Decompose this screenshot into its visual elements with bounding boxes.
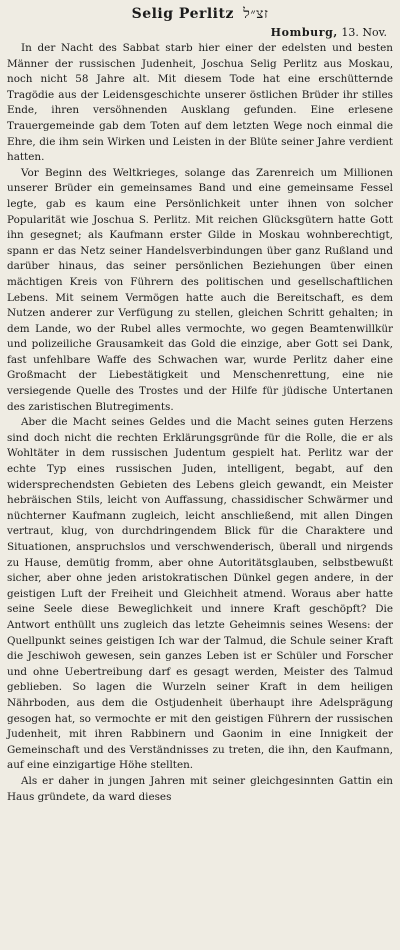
paragraph-4: Als er daher in jungen Jahren mit seiner gleichgesinnten Gattin ein Haus gründete, da ward dieses	[7, 774, 393, 803]
article-title: Selig Perlitz	[131, 6, 234, 22]
dateline-place: Homburg,	[270, 26, 338, 39]
dateline	[7, 25, 387, 40]
dateline-date: 13. Nov.	[341, 26, 387, 39]
paragraph-2: Vor Beginn des Weltkrieges, solange das Zarenreich um Millionen unserer Brüder ein gemeinsames Band und eine gemeinsame Fessel legte, gab es kaum eine Persönlichkeit unter ihnen von solcher Popularität wie Joschua S. Perlitz. Mit reichen Glücksgütern hatte Gott ihn gesegnet; als Kaufmann erster Gilde in Moskau wohnberechtigt, spann er das Netz seiner Handelsverbindungen über ganz Rußland und darüber hinaus, das seiner persönlichen Beziehungen über einen mächtigen Kreis von Führern des politischen und gesellschaftlichen Lebens. Mit seinem Vermögen hatte auch die Bereitschaft, es dem Nutzen anderer zur Verfügung zu stellen, gleichen Schritt gehalten; in dem Lande, wo der Rubel alles vermochte, wo gegen Beamtenwillkür und polizeiliche Grausamkeit das Gold die einzige, aber Gott sei Dank, fast unfehlbare Waffe des Schwachen war, wurde Perlitz daher eine Großmacht der Liebestätigkeit und Menschenrettung, eine nie versiegende Quelle des Trostes und der Hilfe für jüdische Untertanen des zaristischen Blutregiments.	[7, 166, 393, 413]
article-headline	[7, 5, 393, 23]
hebrew-honorific: זצ״ל	[243, 6, 269, 22]
paragraph-3: Aber die Macht seines Geldes und die Macht seines guten Herzens sind doch nicht die rechten Erklärungsgründe für die Rolle, die er als Wohltäter in dem russischen Judentum gespielt hat. Perlitz war der echte Typ eines russischen Juden, intelligent, begabt, auf den widersprechendsten Gebieten des Lebens gleich gewandt, ein Meister hebräischen Stils, leicht von Auffassung, chassidischer Schwärmer und nüchterner Kaufmann zugleich, leicht anschließend, mit allen Dingen vertraut, klug, von durchdringendem Blick für die Charaktere und Situationen, anspruchslos und verschwenderisch, überall und nirgends zu Hause, demütig fromm, aber ohne Autoritätsglauben, selbstbewußt sicher, aber ohne jeden aristokratischen Dünkel gegen andere, in der geistigen Luft der Freiheit und Gleichheit atmend. Woraus aber hatte seine Seele diese Beweglichkeit und innere Kraft geschöpft? Die Antwort enthüllt uns zugleich das letzte Geheimnis seines Wesens: der Quellpunkt seines geistigen Ich war der Talmud, die Schule seiner Kraft die Jeschiwoh gewesen, sein ganzes Leben ist er Schüler und Forscher und ohne Uebertreibung darf es gesagt werden, Meister des Talmud geblieben. So lagen die Wurzeln seiner Kraft in dem heiligen Nährboden, aus dem die Ostjudenheit überhaupt ihre Adelsprägung gesogen hat, so vermochte er mit den geistigen Führern der russischen Judenheit, mit ihren Rabbinern und Gaonim in eine Innigkeit der Gemeinschaft und des Verständnisses zu treten, die ihn, den Kaufmann, auf eine einzigartige Höhe stellten.	[7, 416, 393, 772]
paragraph-1: In der Nacht des Sabbat starb hier einer der edelsten und besten Männer der russischen Judenheit, Joschua Selig Perlitz aus Moskau, noch nicht 58 Jahre alt. Mit diesem Tode hat eine erschütternde Tragödie aus der Leidensgeschichte unserer östlichen Brüder ihr stilles Ende, ihren versöhnenden Ausklang gefunden. Eine erlesene Trauergemeinde gab dem Toten auf dem letzten Wege noch einmal die Ehre, die ihm sein Wirken und Leisten in der Blüte seiner Jahre verdient hatten.	[7, 42, 393, 164]
